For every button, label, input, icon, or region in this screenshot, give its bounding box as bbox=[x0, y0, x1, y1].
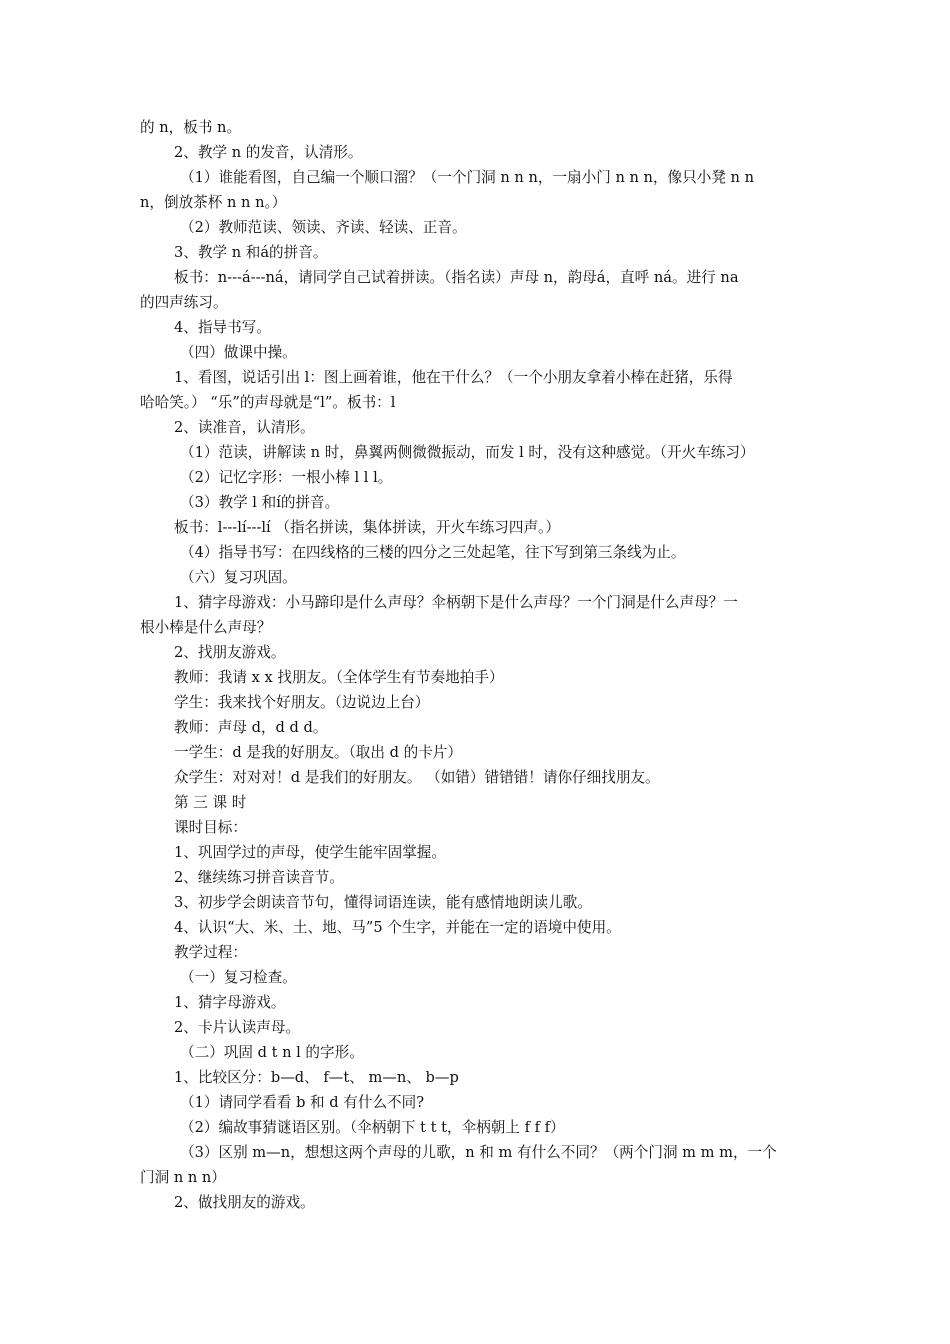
text-line: （3）区别 m—n，想想这两个声母的儿歌，n 和 m 有什么不同？（两个门洞 m m m，一个 bbox=[180, 1144, 777, 1161]
text-line: 2、卡片认读声母。 bbox=[174, 1019, 301, 1036]
text-line: 的 n，板书 n。 bbox=[140, 119, 242, 136]
text-line: 哈哈笑。） “乐”的声母就是“l”。板书：l bbox=[140, 394, 396, 411]
text-line: 2、教学 n 的发音，认清形。 bbox=[174, 144, 363, 161]
text-line: 学生：我来找个好朋友。（边说边上台） bbox=[174, 694, 430, 711]
text-line: （四）做课中操。 bbox=[180, 344, 297, 361]
text-line: 教学过程： bbox=[174, 944, 247, 961]
text-line: 2、继续练习拼音读音节。 bbox=[174, 869, 344, 886]
text-line: 教师：我请 x x 找朋友。（全体学生有节奏地拍手） bbox=[174, 669, 504, 686]
text-line: 3、教学 n 和á的拼音。 bbox=[174, 244, 328, 261]
text-line: （1）谁能看图，自己编一个顺口溜？（一个门洞 n n n，一扇小门 n n n，像只小凳 n n bbox=[180, 169, 754, 186]
section-heading: 第 三 课 时 bbox=[174, 794, 247, 811]
text-line: （六）复习巩固。 bbox=[180, 569, 297, 586]
text-line: （4）指导书写：在四线格的三楼的四分之三处起笔，往下写到第三条线为止。 bbox=[180, 544, 686, 561]
text-line: 众学生：对对对！d 是我们的好朋友。 （如错）错错错！请你仔细找朋友。 bbox=[174, 769, 660, 786]
text-line: 2、做找朋友的游戏。 bbox=[174, 1194, 315, 1211]
text-line: 一学生：d 是我的好朋友。（取出 d 的卡片） bbox=[174, 744, 462, 761]
text-line: 门洞 n n n） bbox=[140, 1169, 226, 1186]
text-line: （一）复习检查。 bbox=[180, 969, 297, 986]
text-line: 1、巩固学过的声母，使学生能牢固掌握。 bbox=[174, 844, 446, 861]
text-line: （1）请同学看看 b 和 d 有什么不同? bbox=[180, 1094, 425, 1111]
text-line: 1、看图，说话引出 l：图上画着谁，他在干什么？（一个小朋友拿着小棒在赶猪，乐得 bbox=[174, 369, 733, 386]
text-line: n，倒放茶杯 n n n。） bbox=[140, 194, 287, 211]
text-line: 2、找朋友游戏。 bbox=[174, 644, 286, 661]
text-line: （2）记忆字形：一根小棒 l l l。 bbox=[180, 469, 393, 486]
text-line: （2）编故事猜谜语区别。（伞柄朝下 t t t，伞柄朝上 f f f） bbox=[180, 1119, 565, 1136]
text-line: （2）教师范读、领读、齐读、轻读、正音。 bbox=[180, 219, 467, 236]
text-line: 板书：n---á---ná，请同学自己试着拼读。（指名读）声母 n，韵母á，直呼 ná。进行 na bbox=[174, 269, 739, 286]
text-line: 课时目标： bbox=[174, 819, 247, 836]
text-line: 的四声练习。 bbox=[140, 294, 228, 311]
text-line: 教师：声母 d，d d d。 bbox=[174, 719, 328, 736]
text-line: （二）巩固 d t n l 的字形。 bbox=[180, 1044, 364, 1061]
text-line: 根小棒是什么声母？ bbox=[140, 619, 272, 636]
text-line: 4、认识“大、米、土、地、马”5 个生字，并能在一定的语境中使用。 bbox=[174, 919, 621, 936]
text-line: （1）范读，讲解读 n 时，鼻翼两侧微微振动，而发 l 时，没有这种感觉。（开火车练习） bbox=[180, 444, 755, 461]
text-line: 4、指导书写。 bbox=[174, 319, 271, 336]
text-line: 1、比较区分：b—d、 f—t、 m—n、 b—p bbox=[174, 1069, 459, 1086]
text-line: 板书：l---lí---lí （指名拼读，集体拼读，开火车练习四声。） bbox=[174, 519, 560, 536]
text-line: 1、猜字母游戏。 bbox=[174, 994, 286, 1011]
text-line: （3）教学 l 和í的拼音。 bbox=[180, 494, 340, 511]
text-line: 2、读准音，认清形。 bbox=[174, 419, 315, 436]
text-line: 1、猜字母游戏：小马蹄印是什么声母？伞柄朝下是什么声母？一个门洞是什么声母？一 bbox=[174, 594, 738, 611]
text-line: 3、初步学会朗读音节句，懂得词语连读，能有感情地朗读儿歌。 bbox=[174, 894, 592, 911]
